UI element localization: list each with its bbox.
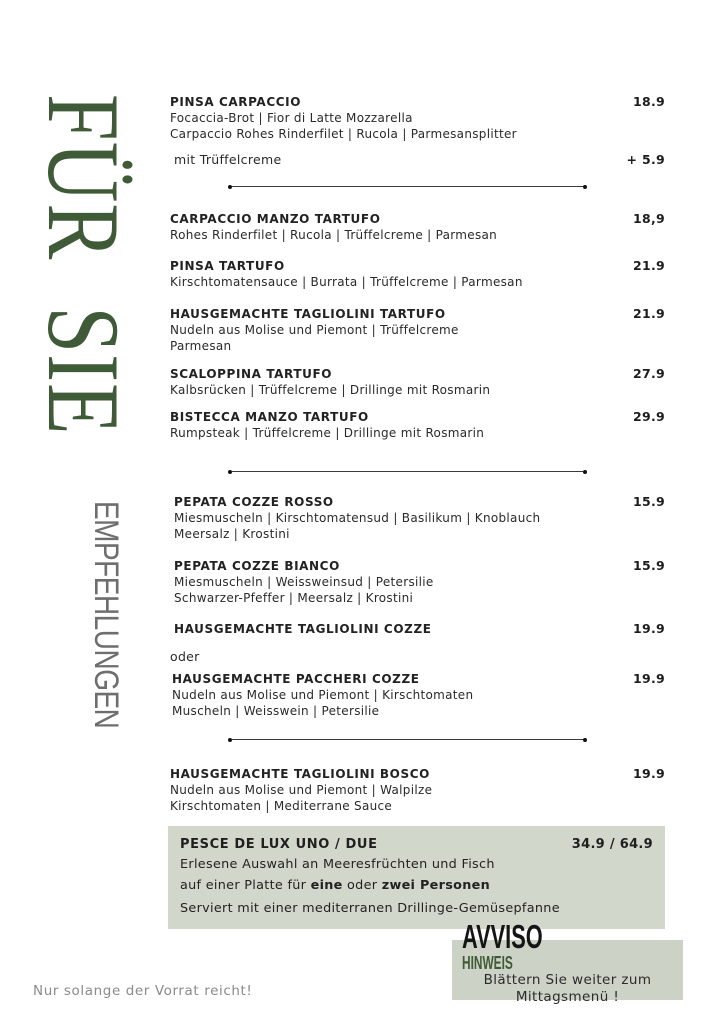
section-divider xyxy=(228,184,587,189)
menu-item-pinsa-carpaccio xyxy=(170,94,665,142)
item-price: 27.9 xyxy=(632,366,665,381)
item-desc-line: Rohes Rinderfilet | Rucola | Trüffelcreme | Parmesan xyxy=(170,228,498,242)
item-title: BISTECCA MANZO TARTUFO xyxy=(170,410,369,424)
notice-title-avviso: AVVISO xyxy=(462,918,543,955)
menu-item-scaloppina-tartufo xyxy=(170,366,665,398)
menu-item-paccheri-cozze xyxy=(170,671,665,719)
divider-dot xyxy=(583,185,587,189)
divider-line xyxy=(232,471,583,472)
item-desc-line: Nudeln aus Molise und Piemont | Walpilze xyxy=(170,783,433,797)
section-divider xyxy=(228,469,587,474)
menu-item-pinsa-tartufo xyxy=(170,258,665,290)
item-price: 29.9 xyxy=(632,409,665,424)
addon-price: + 5.9 xyxy=(626,152,665,167)
item-desc-line: Carpaccio Rohes Rinderfilet | Rucola | Parmesansplitter xyxy=(170,127,517,141)
desc-bold-eine: eine xyxy=(310,878,343,893)
vertical-heading-empfehlungen: EMPFEHLUNGEN xyxy=(87,501,126,729)
menu-item-carpaccio-manzo-tartufo xyxy=(170,211,665,243)
divider-line xyxy=(232,186,583,187)
item-desc-line: Meersalz | Krostini xyxy=(174,527,290,541)
desc-text: oder xyxy=(342,878,382,893)
menu-column xyxy=(170,88,665,929)
desc-bold-zwei-personen: zwei Personen xyxy=(381,878,491,893)
item-title: PEPATA COZZE BIANCO xyxy=(174,559,340,573)
divider-dot xyxy=(583,470,587,474)
item-desc-line: Kirschtomatensauce | Burrata | Trüffelcreme | Parmesan xyxy=(170,275,523,289)
notice-text xyxy=(452,972,683,1006)
menu-item-pepata-cozze-rosso xyxy=(170,494,665,542)
item-desc-line: Rumpsteak | Trüffelcreme | Drillinge mit Rosmarin xyxy=(170,426,485,440)
highlight-title: PESCE DE LUX UNO / DUE xyxy=(180,837,378,852)
item-price: 15.9 xyxy=(632,558,665,573)
highlight-desc-line xyxy=(180,877,653,895)
menu-item-tagliolini-bosco xyxy=(170,766,665,814)
section-divider xyxy=(228,737,587,742)
item-desc-line: Miesmuscheln | Weissweinsud | Petersilie xyxy=(174,575,434,589)
addon-label: mit Trüffelcreme xyxy=(174,152,282,167)
highlight-desc-line: Serviert mit einer mediterranen Drillinge-Gemüsepfanne xyxy=(180,901,560,916)
highlight-item-pesce-de-lux xyxy=(168,826,665,929)
item-desc-line: Miesmuscheln | Kirschtomatensud | Basilikum | Knoblauch xyxy=(174,511,541,525)
item-title: HAUSGEMACHTE TAGLIOLINI BOSCO xyxy=(170,767,430,781)
item-price: 15.9 xyxy=(632,494,665,509)
menu-item-pepata-cozze-bianco xyxy=(170,558,665,606)
menu-item-tagliolini-cozze xyxy=(170,621,665,637)
divider-dot xyxy=(583,738,587,742)
item-title: PINSA CARPACCIO xyxy=(170,95,302,109)
item-desc-line: Kirschtomaten | Mediterrane Sauce xyxy=(170,799,393,813)
menu-item-bistecca-manzo-tartufo xyxy=(170,409,665,441)
desc-text: auf einer Platte für xyxy=(180,878,311,893)
item-title: HAUSGEMACHTE TAGLIOLINI TARTUFO xyxy=(170,307,446,321)
divider-line xyxy=(232,739,583,740)
notice-line1: Blättern Sie weiter zum xyxy=(483,972,652,988)
item-price: 19.9 xyxy=(632,671,665,686)
item-price: 21.9 xyxy=(632,258,665,273)
notice-line2: Mittagsmenü ! xyxy=(515,989,620,1005)
item-title: CARPACCIO MANZO TARTUFO xyxy=(170,212,381,226)
item-price: 21.9 xyxy=(632,306,665,321)
footer-note: Nur solange der Vorrat reicht! xyxy=(33,983,253,999)
item-desc-line: Nudeln aus Molise und Piemont | Trüffelcreme xyxy=(170,323,459,337)
item-desc-line: Parmesan xyxy=(170,339,232,353)
vertical-heading-fuer-sie: FÜR SIE xyxy=(25,94,140,436)
item-title: PINSA TARTUFO xyxy=(170,259,285,273)
menu-item-tagliolini-tartufo xyxy=(170,306,665,354)
addon-row-trueffelcreme xyxy=(170,152,665,168)
notice-subtitle-hinweis: HINWEIS xyxy=(462,953,513,973)
item-desc-line: Nudeln aus Molise und Piemont | Kirschtomaten xyxy=(172,688,474,702)
item-desc-line: Focaccia-Brot | Fior di Latte Mozzarella xyxy=(170,111,413,125)
highlight-price: 34.9 / 64.9 xyxy=(571,837,653,852)
item-title: SCALOPPINA TARTUFO xyxy=(170,367,333,381)
or-label: oder xyxy=(170,649,200,664)
item-desc-line: Schwarzer-Pfeffer | Meersalz | Krostini xyxy=(174,591,414,605)
item-title: PEPATA COZZE ROSSO xyxy=(174,495,334,509)
item-price: 18.9 xyxy=(632,94,665,109)
item-title: HAUSGEMACHTE PACCHERI COZZE xyxy=(172,672,420,686)
item-desc-line: Kalbsrücken | Trüffelcreme | Drillinge mit Rosmarin xyxy=(170,383,491,397)
item-desc-line: Muscheln | Weisswein | Petersilie xyxy=(172,704,380,718)
item-price: 18,9 xyxy=(632,211,665,226)
item-title: HAUSGEMACHTE TAGLIOLINI COZZE xyxy=(174,622,432,636)
item-price: 19.9 xyxy=(632,621,665,636)
highlight-desc-line: Erlesene Auswahl an Meeresfrüchten und Fisch xyxy=(180,857,495,872)
item-price: 19.9 xyxy=(632,766,665,781)
